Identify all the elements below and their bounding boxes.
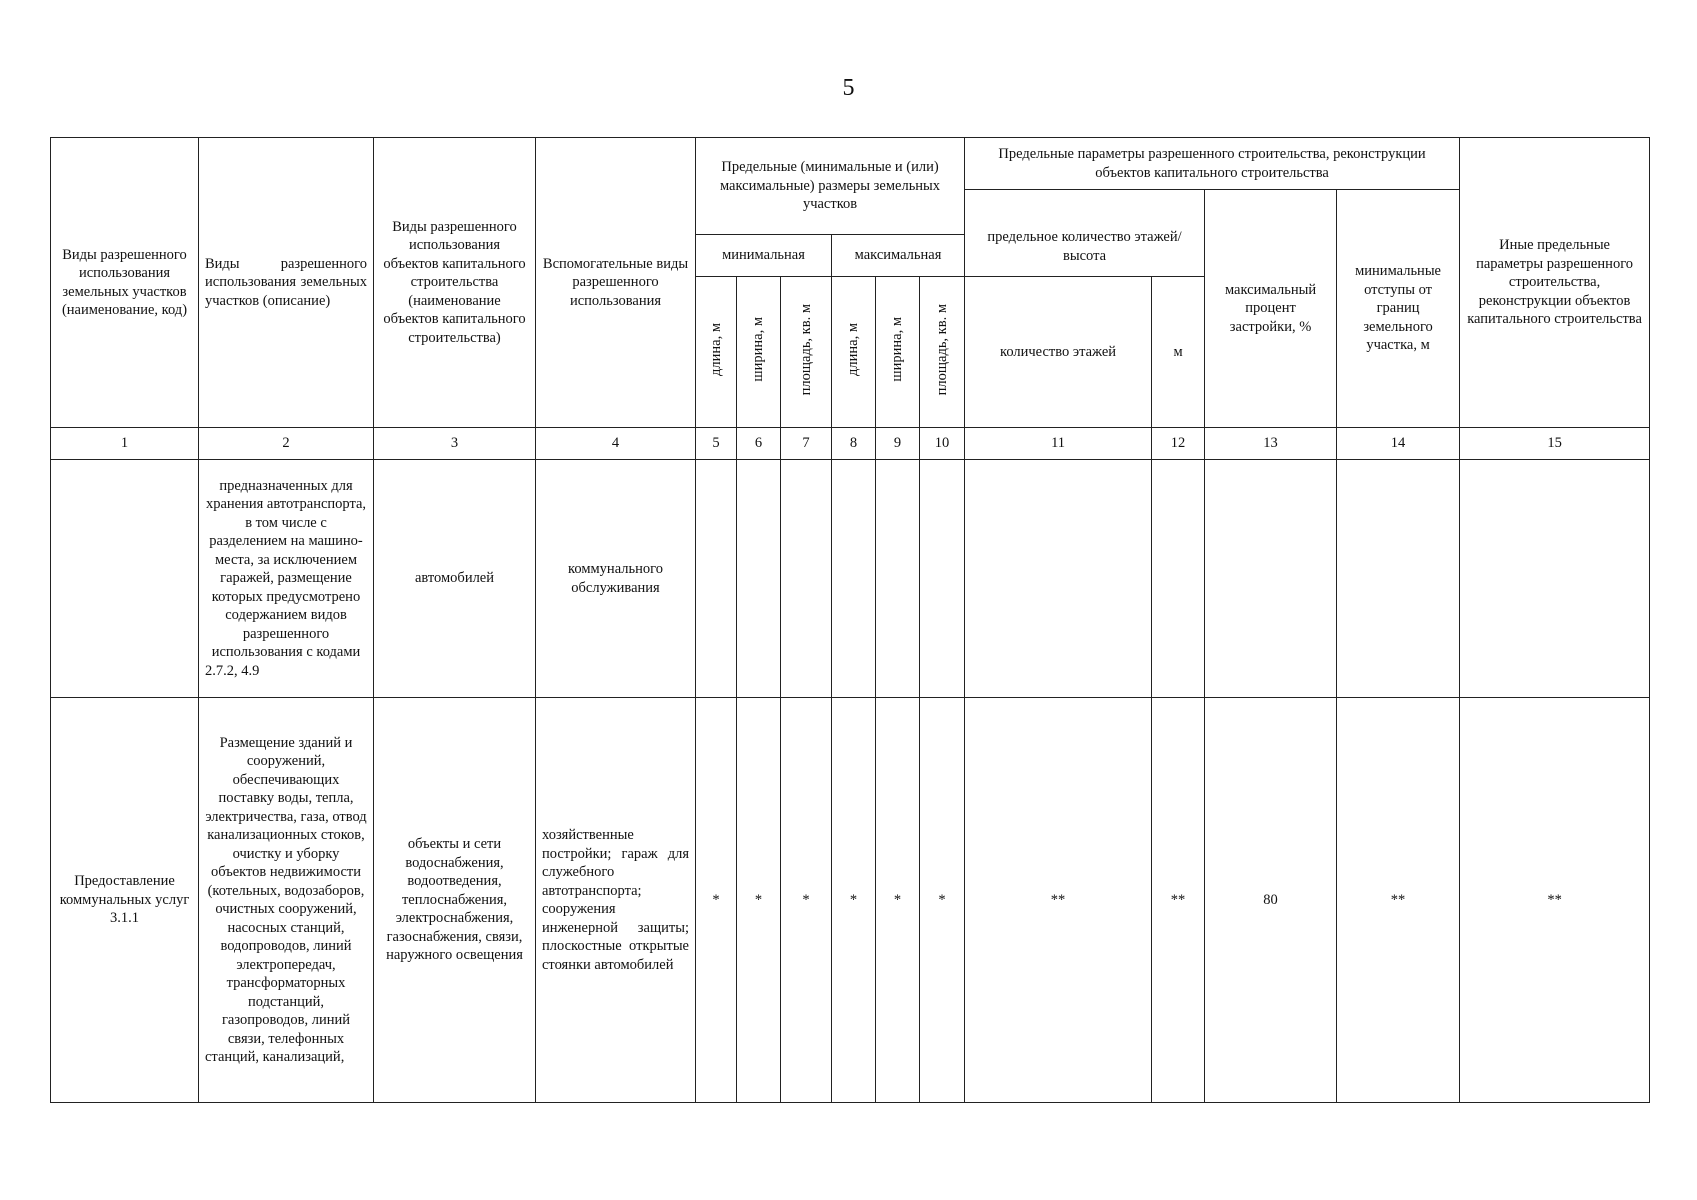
header-min-group: минимальная <box>696 235 832 277</box>
header-c7 <box>781 277 832 428</box>
table-row <box>51 698 1650 1103</box>
row1-c3: автомобилей <box>374 460 536 698</box>
header-floors-group: предельное количество этажей/высота <box>965 190 1205 277</box>
column-number: 5 <box>696 428 737 460</box>
header-c9 <box>876 277 920 428</box>
header-c6 <box>737 277 781 428</box>
row1-c6 <box>737 460 781 698</box>
row1-c9 <box>876 460 920 698</box>
row2-c12: ** <box>1152 698 1205 1103</box>
header-c6-label: ширина, м <box>750 316 767 382</box>
column-number: 8 <box>832 428 876 460</box>
header-c2: Виды разрешенного использования земельных участков (описание) <box>199 138 374 428</box>
column-number: 14 <box>1337 428 1460 460</box>
row1-c10 <box>920 460 965 698</box>
row2-c10: * <box>920 698 965 1103</box>
row1-c15 <box>1460 460 1650 698</box>
header-c11: количество этажей <box>965 277 1152 428</box>
row2-c15: ** <box>1460 698 1650 1103</box>
row2-c2: Размещение зданий и сооружений, обеспечивающих поставку воды, тепла, электричества, газа, отвод канализационных стоков, очистку и уборку объектов недвижимости (котельных, водозаборов, очистных сооружений, насосных станций, водопроводов, линий электропередач, трансформаторных подстанций, газопроводов, линий связи, телефонных станций, канализаций, <box>199 698 374 1103</box>
row1-c11 <box>965 460 1152 698</box>
row2-c5: * <box>696 698 737 1103</box>
row1-c7 <box>781 460 832 698</box>
row2-c11: ** <box>965 698 1152 1103</box>
header-c8-label: длина, м <box>845 322 862 376</box>
row1-c1 <box>51 460 199 698</box>
row2-c4: хозяйственные постройки; гараж для служебного автотранспорта; сооружения инженерной защиты; плоскостные открытые стоянки автомобилей <box>536 698 696 1103</box>
row1-c13 <box>1205 460 1337 698</box>
header-c4: Вспомогательные виды разрешенного использования <box>536 138 696 428</box>
column-number: 13 <box>1205 428 1337 460</box>
row1-c12 <box>1152 460 1205 698</box>
row2-c8: * <box>832 698 876 1103</box>
row1-c8 <box>832 460 876 698</box>
row2-c1: Предоставление коммунальных услуг 3.1.1 <box>51 698 199 1103</box>
row2-c13: 80 <box>1205 698 1337 1103</box>
land-use-regulations-table <box>50 137 1650 1103</box>
header-c12: м <box>1152 277 1205 428</box>
column-number-row <box>51 428 1650 460</box>
column-number: 2 <box>199 428 374 460</box>
header-c10-label: площадь, кв. м <box>933 303 950 395</box>
header-c14: минимальные отступы от границ земельного участка, м <box>1337 190 1460 428</box>
header-c7-label: площадь, кв. м <box>797 303 814 395</box>
row2-c9: * <box>876 698 920 1103</box>
row2-c7: * <box>781 698 832 1103</box>
column-number: 7 <box>781 428 832 460</box>
table-row <box>51 460 1650 698</box>
header-sizes-group: Предельные (минимальные и (или) максимальные) размеры земельных участков <box>696 138 965 235</box>
header-max-group: максимальная <box>832 235 965 277</box>
header-c1: Виды разрешенного использования земельных участков (наименование, код) <box>51 138 199 428</box>
column-number: 15 <box>1460 428 1650 460</box>
header-row-1 <box>51 138 1650 190</box>
header-c8 <box>832 277 876 428</box>
row2-c14: ** <box>1337 698 1460 1103</box>
row1-c14 <box>1337 460 1460 698</box>
header-c9-label: ширина, м <box>889 316 906 382</box>
header-c5-label: длина, м <box>707 322 724 376</box>
column-number: 3 <box>374 428 536 460</box>
column-number: 12 <box>1152 428 1205 460</box>
row1-c2: предназначенных для хранения автотранспорта, в том числе с разделением на машино-места, за исключением гаражей, размещение которых предусмотрено содержанием видов разрешенного использования с кодами 2.7.2, 4.9 <box>199 460 374 698</box>
row1-c4: коммунального обслуживания <box>536 460 696 698</box>
column-number: 4 <box>536 428 696 460</box>
header-c3: Виды разрешенного использования объектов капитального строительства (наименование объектов капитального строительства) <box>374 138 536 428</box>
header-c5 <box>696 277 737 428</box>
header-c15: Иные предельные параметры разрешенного строительства, реконструкции объектов капитального строительства <box>1460 138 1650 428</box>
row1-c5 <box>696 460 737 698</box>
header-params-group: Предельные параметры разрешенного строительства, реконструкции объектов капитального строительства <box>965 138 1460 190</box>
page-number: 5 <box>842 75 855 101</box>
header-c10 <box>920 277 965 428</box>
column-number: 1 <box>51 428 199 460</box>
column-number: 6 <box>737 428 781 460</box>
header-c13: максимальный процент застройки, % <box>1205 190 1337 428</box>
row2-c6: * <box>737 698 781 1103</box>
column-number: 10 <box>920 428 965 460</box>
row2-c3: объекты и сети водоснабжения, водоотведения, теплоснабжения, электроснабжения, газоснабжения, связи, наружного освещения <box>374 698 536 1103</box>
column-number: 11 <box>965 428 1152 460</box>
column-number: 9 <box>876 428 920 460</box>
